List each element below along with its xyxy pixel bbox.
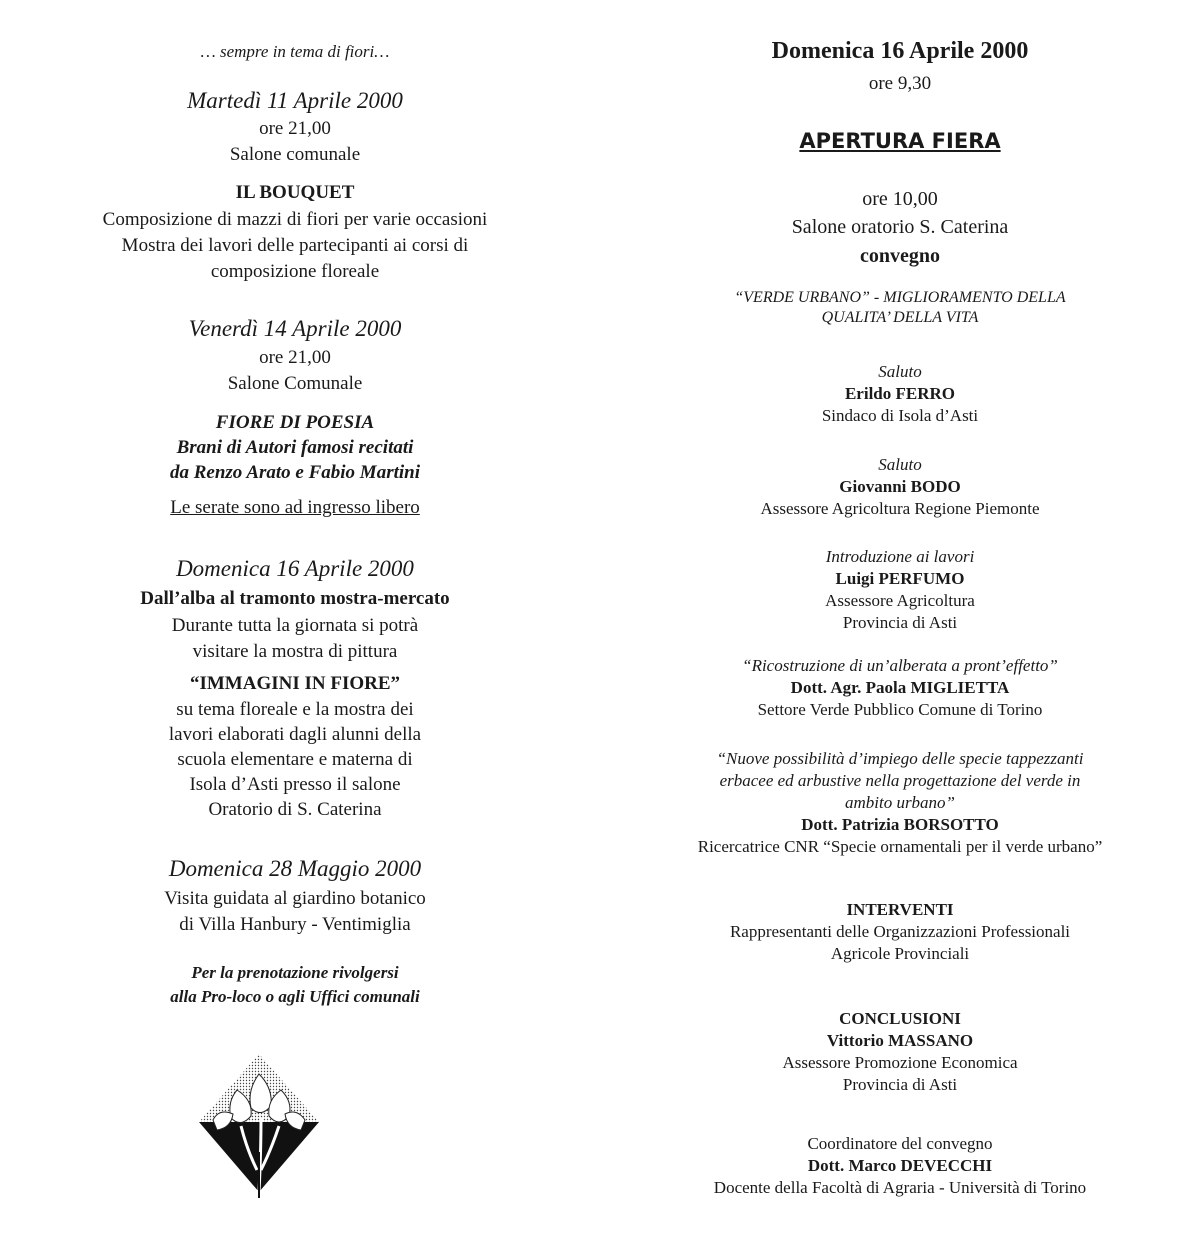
speaker-role: Rappresentanti delle Organizzazioni Professionali xyxy=(729,922,1071,941)
desc-line: Visita guidata al giardino botanico xyxy=(164,888,426,909)
opening-heading xyxy=(620,129,1180,153)
speaker-name: Dott. Marco DEVECCHI xyxy=(807,1156,993,1175)
speaker-label: Saluto xyxy=(878,455,922,474)
speaker-name: Vittorio MASSANO xyxy=(826,1031,974,1050)
exhibit-desc xyxy=(40,697,550,822)
speaker-block xyxy=(620,454,1180,520)
poesia-title: FIORE DI POESIA xyxy=(215,412,375,433)
program-date: Domenica 16 Aprile 2000 xyxy=(771,38,1029,64)
speaker-role: Assessore Agricoltura Regione Piemonte xyxy=(760,499,1040,518)
speaker-role: Settore Verde Pubblico Comune di Torino xyxy=(757,700,1043,719)
desc-line: Durante tutta la giornata si potrà xyxy=(171,615,419,636)
speaker-role: Assessore Promozione Economica xyxy=(782,1053,1018,1072)
speaker-role: Ricercatrice CNR “Specie ornamentali per il verde urbano” xyxy=(697,837,1103,856)
speaker-role: Agricole Provinciali xyxy=(830,944,970,963)
speaker-block xyxy=(620,748,1180,858)
section-heading: INTERVENTI xyxy=(846,900,954,919)
booking-line: Per la prenotazione rivolgersi xyxy=(191,963,399,982)
event-date-venerdi: Venerdì 14 Aprile 2000 xyxy=(188,316,402,341)
intro-line: … sempre in tema di fiori… xyxy=(200,42,390,61)
coordinator-block xyxy=(620,1133,1180,1199)
event-title-poesia xyxy=(40,410,550,485)
theme-line: QUALITA’ DELLA VITA xyxy=(821,309,979,326)
desc-line: di Villa Hanbury - Ventimiglia xyxy=(179,914,411,935)
speaker-role: Docente della Facoltà di Agraria - Università di Torino xyxy=(713,1178,1087,1197)
booking-note xyxy=(40,961,550,1009)
free-entry-note xyxy=(40,497,550,519)
event-place-martedi: Salone comunale xyxy=(229,144,361,165)
conclusions-block xyxy=(620,1008,1180,1096)
event-place-venerdi: Salone Comunale xyxy=(227,373,363,394)
talk-title: “Nuove possibilità d’impiego delle specie tappezzanti xyxy=(716,749,1084,768)
desc-line: Isola d’Asti presso il salone xyxy=(189,774,401,795)
event-desc-domenica xyxy=(40,613,550,665)
desc-line: composizione floreale xyxy=(210,261,380,282)
interventions-block xyxy=(620,899,1180,965)
speaker-name: Erildo FERRO xyxy=(844,384,956,403)
speaker-block xyxy=(620,361,1180,427)
desc-line: su tema floreale e la mostra dei xyxy=(176,699,414,720)
event-desc-bouquet xyxy=(40,207,550,285)
desc-line: visitare la mostra di pittura xyxy=(192,641,398,662)
speaker-block xyxy=(620,655,1180,721)
desc-line: Mostra dei lavori delle partecipanti ai corsi di xyxy=(121,235,469,256)
theme-line: “VERDE URBANO” - MIGLIORAMENTO DELLA xyxy=(734,289,1066,306)
speaker-block xyxy=(620,546,1180,634)
free-entry-text: Le serate sono ad ingresso libero xyxy=(170,497,420,518)
speaker-role: Assessore Agricoltura xyxy=(825,591,975,610)
conference-theme xyxy=(620,288,1180,328)
coordinator-label: Coordinatore del convegno xyxy=(807,1134,993,1153)
desc-line: Oratorio di S. Caterina xyxy=(208,799,382,820)
speaker-label: Saluto xyxy=(878,362,922,381)
talk-title: “Ricostruzione di un’alberata a pront’effetto” xyxy=(742,656,1058,675)
conference-time: ore 10,00 xyxy=(862,188,938,210)
section-heading: CONCLUSIONI xyxy=(839,1009,961,1028)
poesia-line: da Renzo Arato e Fabio Martini xyxy=(169,462,421,483)
desc-line: scuola elementare e materna di xyxy=(177,749,413,770)
booking-line: alla Pro-loco o agli Uffici comunali xyxy=(170,987,420,1006)
speaker-role: Provincia di Asti xyxy=(842,613,958,632)
speaker-name: Dott. Agr. Paola MIGLIETTA xyxy=(790,678,1010,697)
event-date-maggio: Domenica 28 Maggio 2000 xyxy=(168,856,422,881)
talk-title: erbacee ed arbustive nella progettazione del verde in xyxy=(719,771,1081,790)
opening-text: APERTURA FIERA xyxy=(799,129,1001,153)
speaker-role: Provincia di Asti xyxy=(842,1075,958,1094)
tulip-logo-icon xyxy=(197,1052,321,1198)
event-desc-maggio xyxy=(40,886,550,938)
event-time-venerdi: ore 21,00 xyxy=(259,347,331,368)
speaker-name: Dott. Patrizia BORSOTTO xyxy=(801,815,999,834)
desc-line: Composizione di mazzi di fiori per varie occasioni xyxy=(102,209,488,230)
event-date-martedi: Martedì 11 Aprile 2000 xyxy=(187,88,403,113)
speaker-name: Luigi PERFUMO xyxy=(835,569,965,588)
speaker-name: Giovanni BODO xyxy=(839,477,961,496)
event-title-bouquet: IL BOUQUET xyxy=(235,182,355,203)
event-title-mostra-mercato: Dall’alba al tramonto mostra-mercato xyxy=(140,588,450,609)
event-date-domenica: Domenica 16 Aprile 2000 xyxy=(176,556,414,581)
exhibit-title: “IMMAGINI IN FIORE” xyxy=(189,673,401,694)
conference-place: Salone oratorio S. Caterina xyxy=(791,216,1009,238)
speaker-role: Sindaco di Isola d’Asti xyxy=(821,406,979,425)
speaker-label: Introduzione ai lavori xyxy=(825,547,975,566)
poesia-line: Brani di Autori famosi recitati xyxy=(176,437,414,458)
program-time: ore 9,30 xyxy=(868,73,932,94)
right-column xyxy=(620,0,1180,1241)
conference-label: convegno xyxy=(860,245,940,267)
desc-line: lavori elaborati dagli alunni della xyxy=(168,724,422,745)
event-time-martedi: ore 21,00 xyxy=(259,118,331,139)
talk-title: ambito urbano” xyxy=(844,793,956,812)
